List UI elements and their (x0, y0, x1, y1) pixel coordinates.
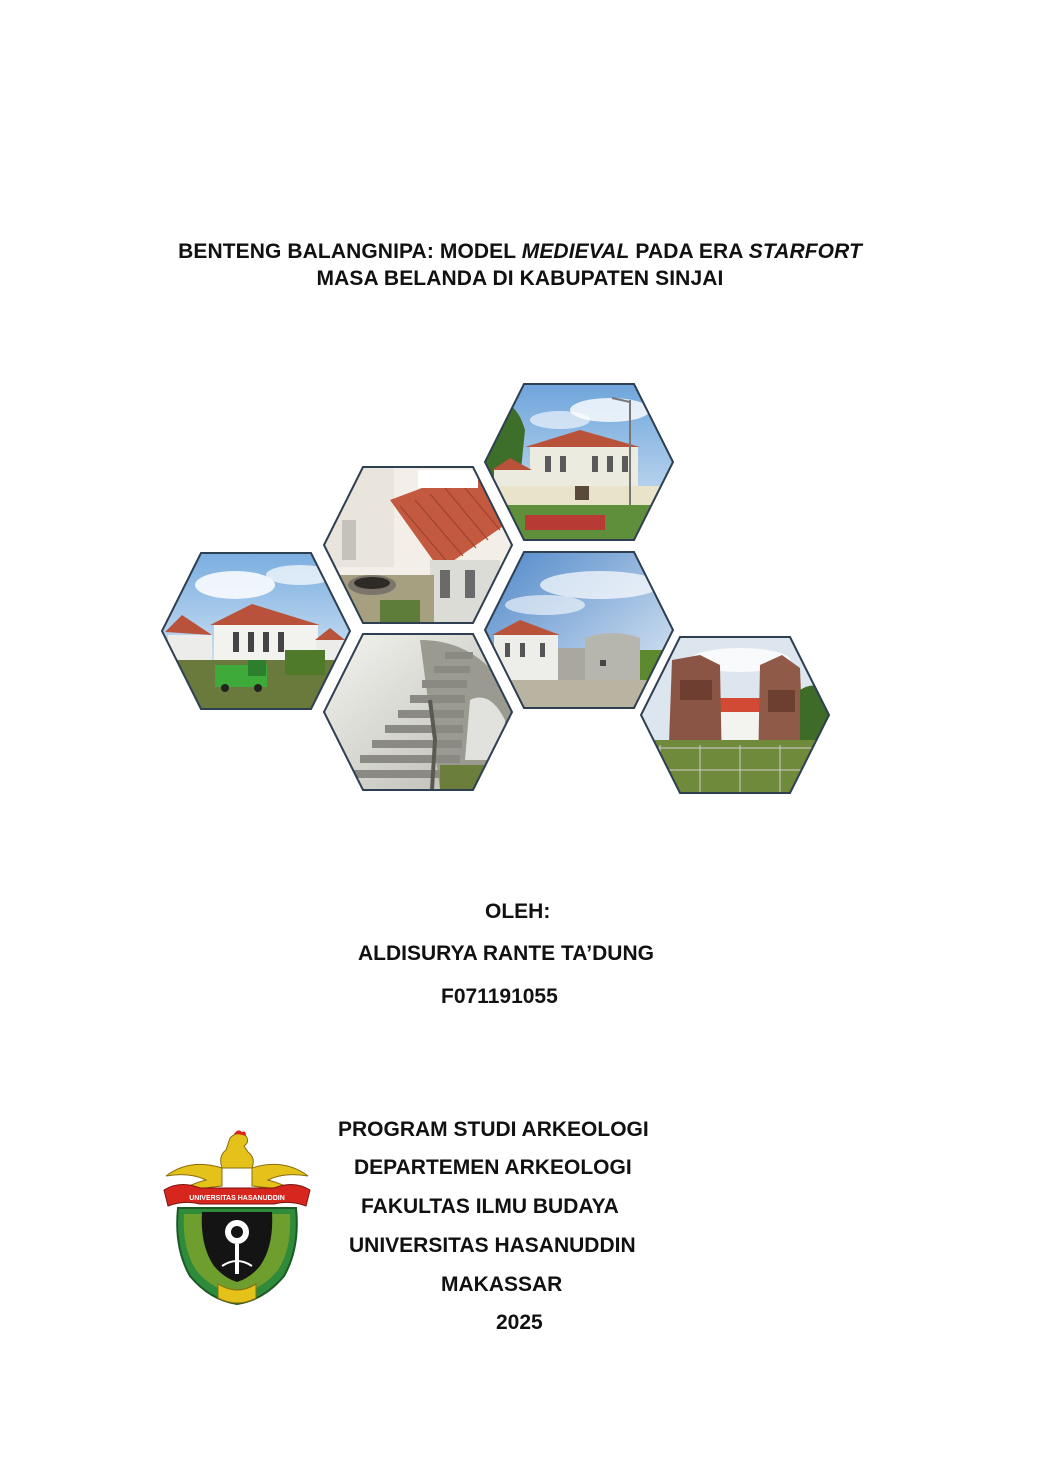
title-text: PADA ERA (629, 240, 749, 263)
institution-program: PROGRAM STUDI ARKEOLOGI (338, 1118, 649, 1141)
photo-fort-front-building (485, 384, 673, 540)
photo-tiled-roof-and-well (324, 467, 512, 623)
thesis-title-line-1 (0, 238, 1040, 265)
photo-white-building-with-truck (162, 553, 350, 709)
institution-department: DEPARTEMEN ARKEOLOGI (354, 1156, 632, 1179)
institution-faculty: FAKULTAS ILMU BUDAYA (361, 1195, 619, 1218)
university-logo (160, 1128, 314, 1308)
university-emblem-icon (160, 1128, 314, 1308)
photo-stone-staircase (324, 634, 512, 790)
author-name: ALDISURYA RANTE TA’DUNG (358, 942, 654, 965)
author-label: OLEH: (485, 900, 551, 923)
photo-round-bastion (485, 552, 673, 708)
title-italic-term: STARFORT (748, 240, 862, 263)
logo-ribbon-text: UNIVERSITAS HASANUDDIN (189, 1195, 285, 1202)
thesis-title-line-2: MASA BELANDA DI KABUPATEN SINJAI (316, 267, 724, 290)
student-id: F071191055 (441, 985, 558, 1008)
title-text: BENTENG BALANGNIPA: MODEL (178, 240, 522, 263)
institution-university: UNIVERSITAS HASANUDDIN (349, 1234, 636, 1257)
institution-city: MAKASSAR (441, 1273, 563, 1296)
photo-brick-ruins (641, 637, 829, 793)
title-italic-term: MEDIEVAL (521, 240, 630, 263)
institution-year: 2025 (496, 1311, 543, 1334)
